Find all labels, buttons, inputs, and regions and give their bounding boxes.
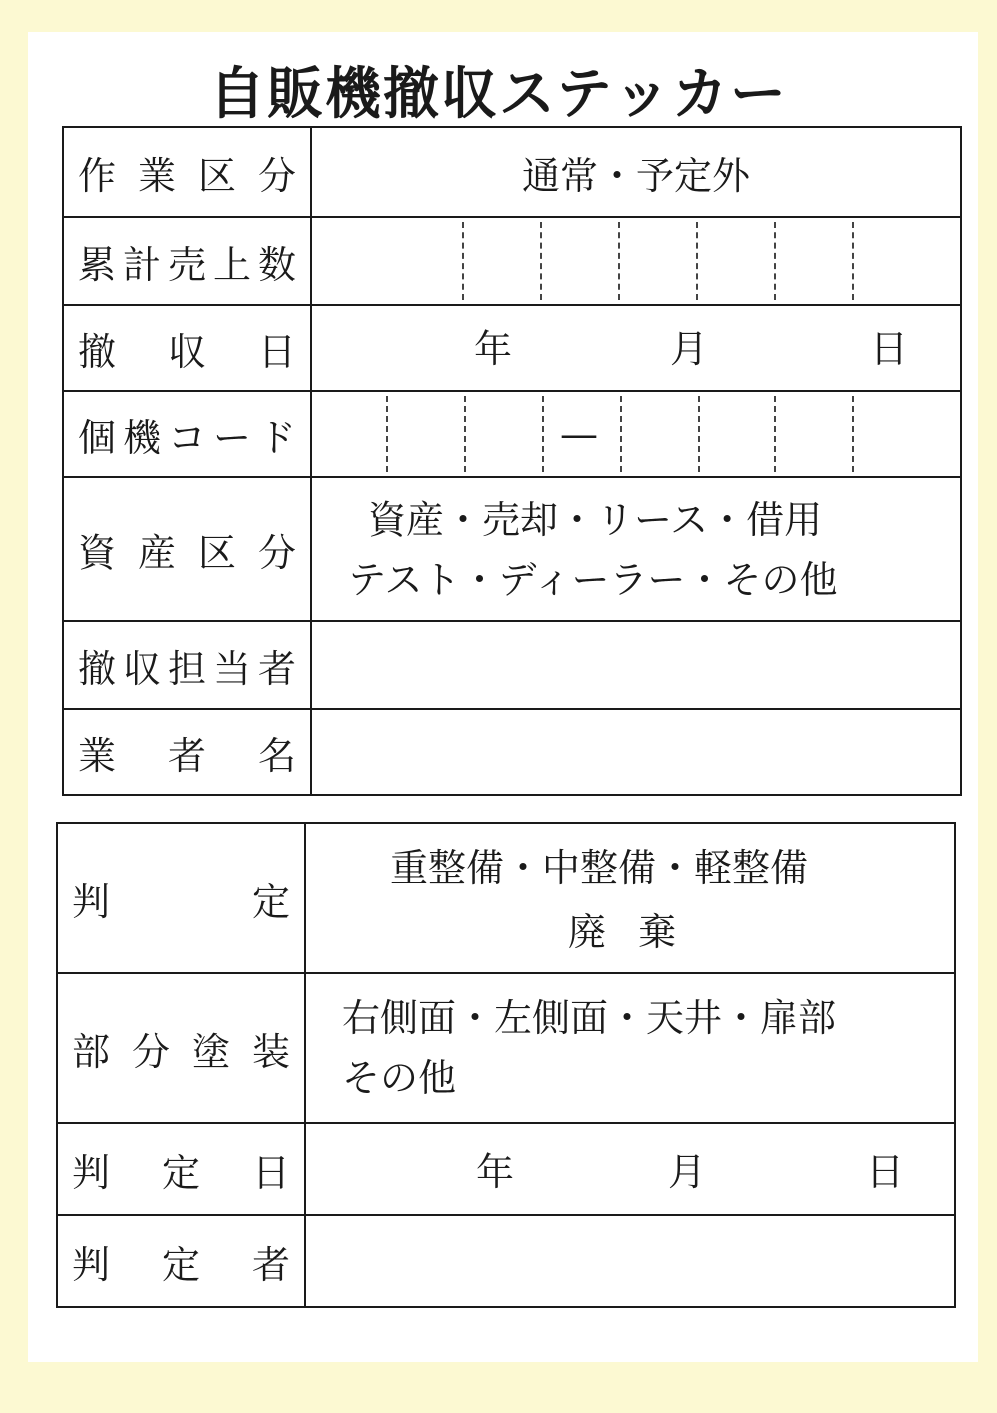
digit-divider: [386, 396, 388, 472]
asset-type-label: 資 産 区 分: [64, 478, 312, 620]
row-cumulative-sales: [64, 218, 960, 306]
year-unit: 年: [476, 1150, 515, 1194]
cumulative-sales-label: 累 計 売 上 数: [64, 218, 312, 304]
work-type-value-cell[interactable]: [312, 128, 960, 216]
digit-divider: [462, 222, 464, 300]
digit-divider: [774, 396, 776, 472]
cumulative-sales-digit-cells[interactable]: [312, 218, 960, 304]
digit-divider: [620, 396, 622, 472]
digit-divider: [852, 222, 854, 300]
judgement-line-2: 廃 棄: [568, 910, 687, 954]
withdrawal-date-value-cell[interactable]: [312, 306, 960, 390]
day-unit: 日: [870, 327, 909, 371]
work-type-label: 作 業 区 分: [64, 128, 312, 216]
day-unit: 日: [866, 1150, 905, 1194]
upper-table: [62, 126, 962, 796]
withdrawal-person-value-cell[interactable]: [312, 622, 960, 708]
partial-paint-line-1: 右側面・左側面・天井・扉部: [342, 996, 837, 1040]
year-unit: 年: [474, 327, 513, 371]
withdrawal-person-label: 撤 収 担 当 者: [64, 622, 312, 708]
judgement-line-1: 重整備・中整備・軽整備: [390, 846, 809, 890]
machine-code-label: 個 機 コ ー ド: [64, 392, 312, 476]
digit-divider: [618, 222, 620, 300]
partial-paint-label: 部 分 塗 装: [58, 974, 306, 1122]
machine-code-digit-cells[interactable]: [312, 392, 960, 476]
judge-label: 判 定 者: [58, 1216, 306, 1306]
lower-table: [56, 822, 956, 1308]
digit-divider: [464, 396, 466, 472]
work-type-value: 通常・予定外: [521, 153, 750, 198]
month-unit: 月: [670, 327, 709, 371]
digit-divider: [542, 396, 544, 472]
withdrawal-date-label: 撤 収 日: [64, 306, 312, 390]
row-judgement: [58, 824, 954, 974]
digit-divider: [540, 222, 542, 300]
asset-type-line-1: 資産・売却・リース・借用: [368, 498, 823, 542]
month-unit: 月: [668, 1150, 707, 1194]
judge-value-cell[interactable]: [306, 1216, 954, 1306]
digit-divider: [696, 222, 698, 300]
row-judge: [58, 1216, 954, 1306]
sticker-title: 自販機撤収ステッカー: [209, 62, 788, 127]
judgement-date-value-cell[interactable]: [306, 1124, 954, 1214]
vendor-name-label: 業 者 名: [64, 710, 312, 794]
digit-divider: [698, 396, 700, 472]
row-work-type: [64, 128, 960, 218]
row-machine-code: [64, 392, 960, 478]
row-asset-type: [64, 478, 960, 622]
asset-type-options[interactable]: [312, 478, 960, 620]
judgement-label: 判 定: [58, 824, 306, 972]
code-separator: —: [560, 412, 598, 456]
digit-divider: [852, 396, 854, 472]
row-withdrawal-person: [64, 622, 960, 710]
judgement-date-label: 判 定 日: [58, 1124, 306, 1214]
asset-type-line-2: テスト・ディーラー・その他: [348, 558, 838, 602]
vendor-name-value-cell[interactable]: [312, 710, 960, 794]
partial-paint-options[interactable]: [306, 974, 954, 1122]
row-withdrawal-date: [64, 306, 960, 392]
digit-divider: [774, 222, 776, 300]
row-judgement-date: [58, 1124, 954, 1216]
judgement-options[interactable]: [306, 824, 954, 972]
row-vendor-name: [64, 710, 960, 794]
partial-paint-line-2: その他: [342, 1056, 457, 1100]
row-partial-paint: [58, 974, 954, 1124]
